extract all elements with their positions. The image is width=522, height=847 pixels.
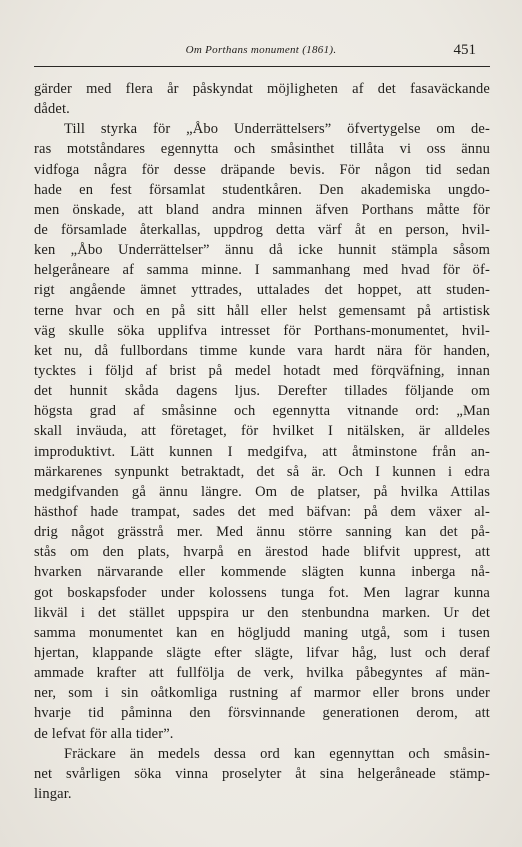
text-line: likväl i det stället uppspira ur den stenbundna marken. Ur det [34, 604, 490, 621]
text-line: ket nu, då fullbordans timme kunde vara hardt nära för handen, [34, 342, 490, 359]
text-line: lingar. [34, 785, 72, 802]
text-line: helgeråneare af samma minne. I sammanhang med hvad för öf- [34, 262, 490, 279]
text-line: hjertan, klappande slägte efter slägte, lifvar håg, lust och deraf [34, 644, 490, 661]
text-line: skall inväuda, att företaget, för hvilket I nitälsken, är alldeles [34, 423, 490, 440]
running-title: Om Porthans monument (1861). [185, 44, 337, 56]
text-line: ner, som i sin oåtkomliga rustning af marmor eller brons under [34, 685, 490, 702]
text-line: terne hvar och en på sitt håll eller helst gemensamt på artistisk [34, 302, 490, 319]
text-line: medgifvanden gå ännu längre. Om de platser, på hvilka Attilas [34, 483, 490, 500]
text-line: hvarje tid påminna den försvinnande generationen derom, att [34, 705, 490, 722]
text-line: gärder med flera år påskyndat möjligheten af det fasaväckande [34, 81, 490, 97]
text-line: rigt angående ämnet yttrades, uttalades det hoppet, att studen- [34, 282, 490, 299]
text-line: dådet. [34, 101, 70, 118]
header-rule [34, 66, 490, 67]
page-header [0, 42, 522, 60]
text-line: net svårligen söka vinna proselyter åt sina helgeråneade stämp- [34, 765, 490, 782]
text-line: hade en fest församlat studentkåren. Den akademiska ungdo- [34, 181, 490, 198]
text-line: tycktes i följd af brist på medel hotadt med förqväfning, innan [34, 362, 490, 379]
text-line: improduktivt. Lätt kunnen I medgifva, att åtminstone från an- [34, 443, 490, 460]
text-line: got boskapsfoder under kolossens tunga fot. Men lagrar kunna [34, 584, 490, 601]
body-text [34, 79, 490, 804]
text-line: hästhof hade trampat, sades det med bäfvan: på dem växer al- [34, 503, 490, 520]
text-line: de lefvat för alla tider”. [34, 725, 174, 742]
page-number: 451 [453, 42, 476, 58]
text-line: Till styrka för „Åbo Underrättelsers” öfvertygelse om de- [64, 121, 490, 138]
text-line: ken „Åbo Underrättelser” ännu då icke hunnit stämpla såsom [34, 242, 490, 259]
text-line: vidfoga några för desse dräpande bevis. För någon tid sedan [34, 161, 490, 178]
text-line: samma monumentet kan en högljudd maning utgå, som i tusen [34, 624, 490, 641]
text-line: väg skulle söka upplifva intresset för Porthans-monumentet, hvil- [34, 322, 490, 339]
text-line: ammade krafter att fullfölja de verk, hvilka påbegyntes af män- [34, 665, 490, 682]
text-line: ras motståndares egennytta och småsinthet tillåta vi oss ännu [34, 141, 490, 158]
text-line: drig något grässtrå mer. Med ännu större sanning kan det på- [34, 524, 490, 541]
text-line: stås om den plats, hvarpå en ärestod hade blifvit upprest, att [34, 544, 490, 561]
text-line: men önskade, att bland andra minnen äfven Porthans måtte för [34, 201, 490, 218]
text-line: de församlade återkallas, uppdrog detta värf åt en person, hvil- [34, 221, 490, 238]
text-line: högsta grad af småsinne och egennytta vitnande ord: „Man [34, 403, 490, 420]
text-line: hvarken närvarande eller kommende slägten kunna inberga nå- [34, 564, 490, 581]
text-line: märkarenes synpunkt betraktadt, det så är. Och I kunnen i edra [34, 463, 490, 480]
text-line: Fräckare än medels dessa ord kan egennyttan och småsin- [64, 745, 490, 762]
text-line: det hunnit skåda dagens ljus. Derefter tillades följande om [34, 383, 490, 400]
